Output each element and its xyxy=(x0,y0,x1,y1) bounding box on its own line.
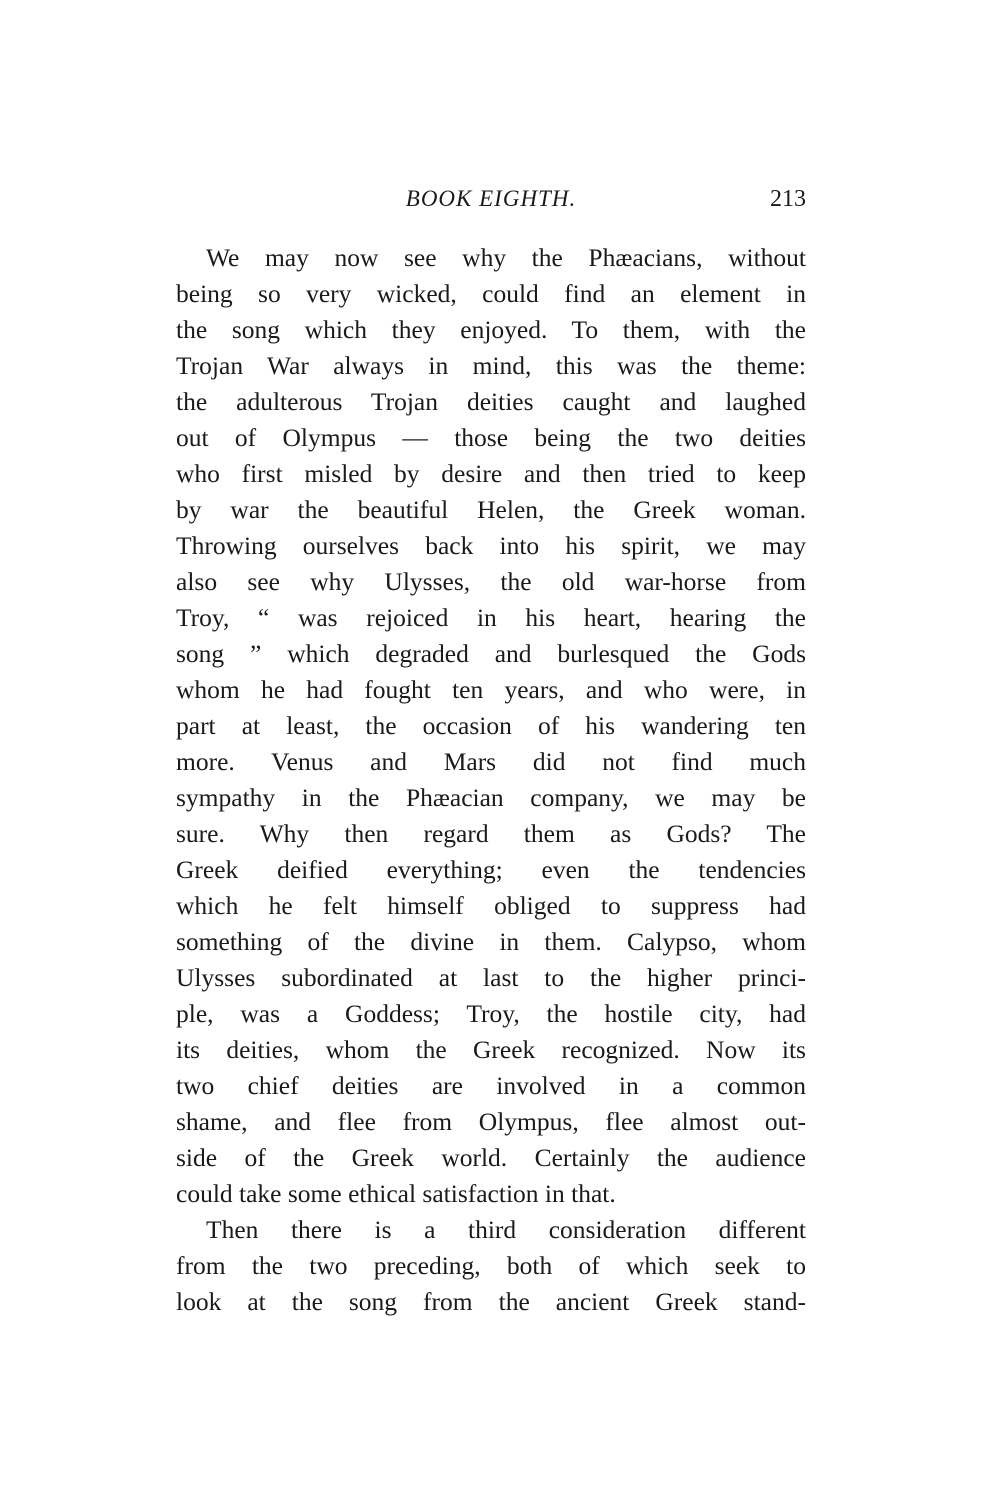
text-line: Ulysses subordinated at last to the higher princi- xyxy=(176,963,806,992)
text-line: the adulterous Trojan deities caught and laughed xyxy=(176,387,806,416)
text-line: Trojan War always in mind, this was the theme: xyxy=(176,351,806,380)
text-line: sure. Why then regard them as Gods? The xyxy=(176,819,806,848)
text-line: Then there is a third consideration different xyxy=(206,1215,806,1244)
text-line: Throwing ourselves back into his spirit, we may xyxy=(176,531,806,560)
text-line: sympathy in the Phæacian company, we may be xyxy=(176,783,806,812)
text-line: song ” which degraded and burlesqued the Gods xyxy=(176,639,806,668)
text-line: who first misled by desire and then tried to keep xyxy=(176,459,806,488)
paragraph-1 xyxy=(176,240,806,1212)
text-line: from the two preceding, both of which seek to xyxy=(176,1251,806,1280)
text-line: out of Olympus — those being the two deities xyxy=(176,423,806,452)
text-line: by war the beautiful Helen, the Greek woman. xyxy=(176,495,806,524)
text-line: could take some ethical satisfaction in that. xyxy=(176,1179,616,1208)
running-head xyxy=(176,186,806,220)
text-line: also see why Ulysses, the old war-horse from xyxy=(176,567,806,596)
text-line: Greek deified everything; even the tendencies xyxy=(176,855,806,884)
text-line: ple, was a Goddess; Troy, the hostile city, had xyxy=(176,999,806,1028)
text-line: something of the divine in them. Calypso, whom xyxy=(176,927,806,956)
text-line: part at least, the occasion of his wandering ten xyxy=(176,711,806,740)
text-line: side of the Greek world. Certainly the audience xyxy=(176,1143,806,1172)
text-line: being so very wicked, could find an element in xyxy=(176,279,806,308)
text-line: Troy, “ was rejoiced in his heart, hearing the xyxy=(176,603,806,632)
text-line: look at the song from the ancient Greek stand- xyxy=(176,1287,806,1316)
text-line: We may now see why the Phæacians, without xyxy=(206,243,806,272)
text-line: more. Venus and Mars did not find much xyxy=(176,747,806,776)
text-line: whom he had fought ten years, and who were, in xyxy=(176,675,806,704)
text-line: shame, and flee from Olympus, flee almost out- xyxy=(176,1107,806,1136)
body-text xyxy=(176,240,806,1320)
text-line: its deities, whom the Greek recognized. Now its xyxy=(176,1035,806,1064)
text-line: which he felt himself obliged to suppress had xyxy=(176,891,806,920)
paragraph-2 xyxy=(176,1212,806,1320)
text-line: two chief deities are involved in a common xyxy=(176,1071,806,1100)
text-line: the song which they enjoyed. To them, with the xyxy=(176,315,806,344)
page-number: 213 xyxy=(770,186,806,212)
running-title: BOOK EIGHTH. xyxy=(405,186,577,211)
